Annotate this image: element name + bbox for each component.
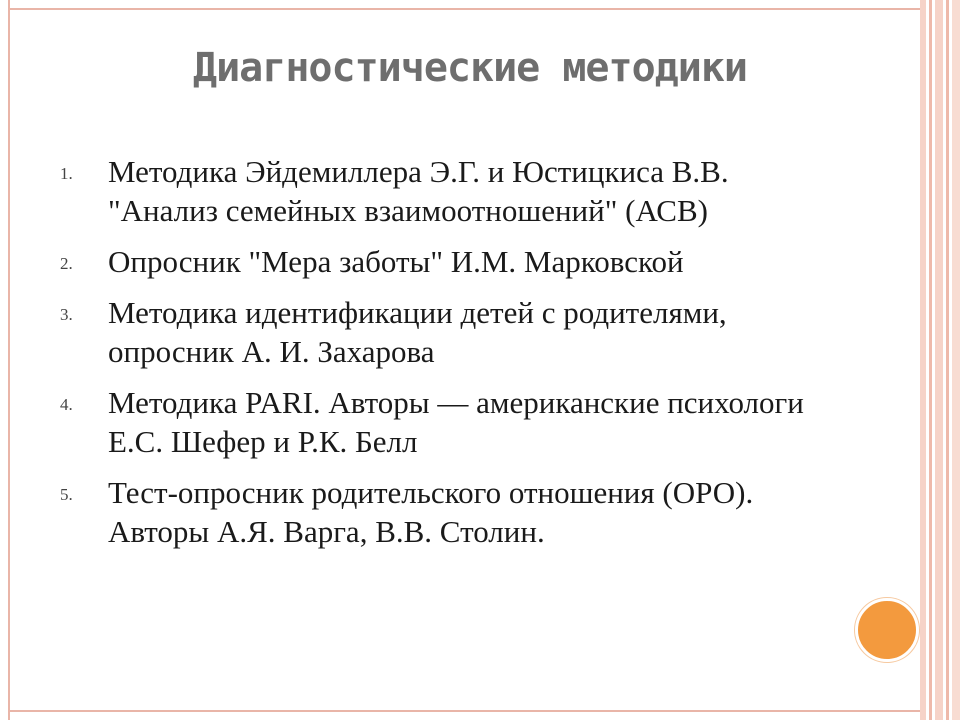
list-item-number: 5. [60,485,73,504]
stripe [935,0,943,720]
list-item [60,383,820,461]
list-item [60,152,820,230]
list-item-text: Методика идентификации детей с родителями, опросник А. И. Захарова [108,295,727,369]
stripe [920,0,926,720]
frame-bottom-border [8,710,922,712]
list-item [60,293,820,371]
list-item-number: 4. [60,395,73,414]
list-item-text: Опросник "Мера заботы" И.М. Марковской [108,244,684,279]
list-item [60,473,820,551]
frame-top-border [8,8,922,10]
stripe [952,0,960,720]
stripe [929,0,932,720]
methods-list [60,152,820,563]
list-item-number: 1. [60,164,73,183]
orange-circle-decoration [855,598,919,662]
stripe [946,0,949,720]
list-item-number: 3. [60,305,73,324]
list-item-number: 2. [60,254,73,273]
list-item [60,242,820,281]
slide-title: Диагностические методики [193,45,747,91]
frame-left-border [8,0,10,720]
list-item-text: Методика Эйдемиллера Э.Г. и Юстицкиса В.В. "Анализ семейных взаимоотношений" (АСВ) [108,154,729,228]
decorative-stripes [920,0,960,720]
list-item-text: Методика PARI. Авторы — американские психологи Е.С. Шефер и Р.К. Белл [108,385,804,459]
list-item-text: Тест-опросник родительского отношения (ОРО). Авторы А.Я. Варга, В.В. Столин. [108,475,754,549]
